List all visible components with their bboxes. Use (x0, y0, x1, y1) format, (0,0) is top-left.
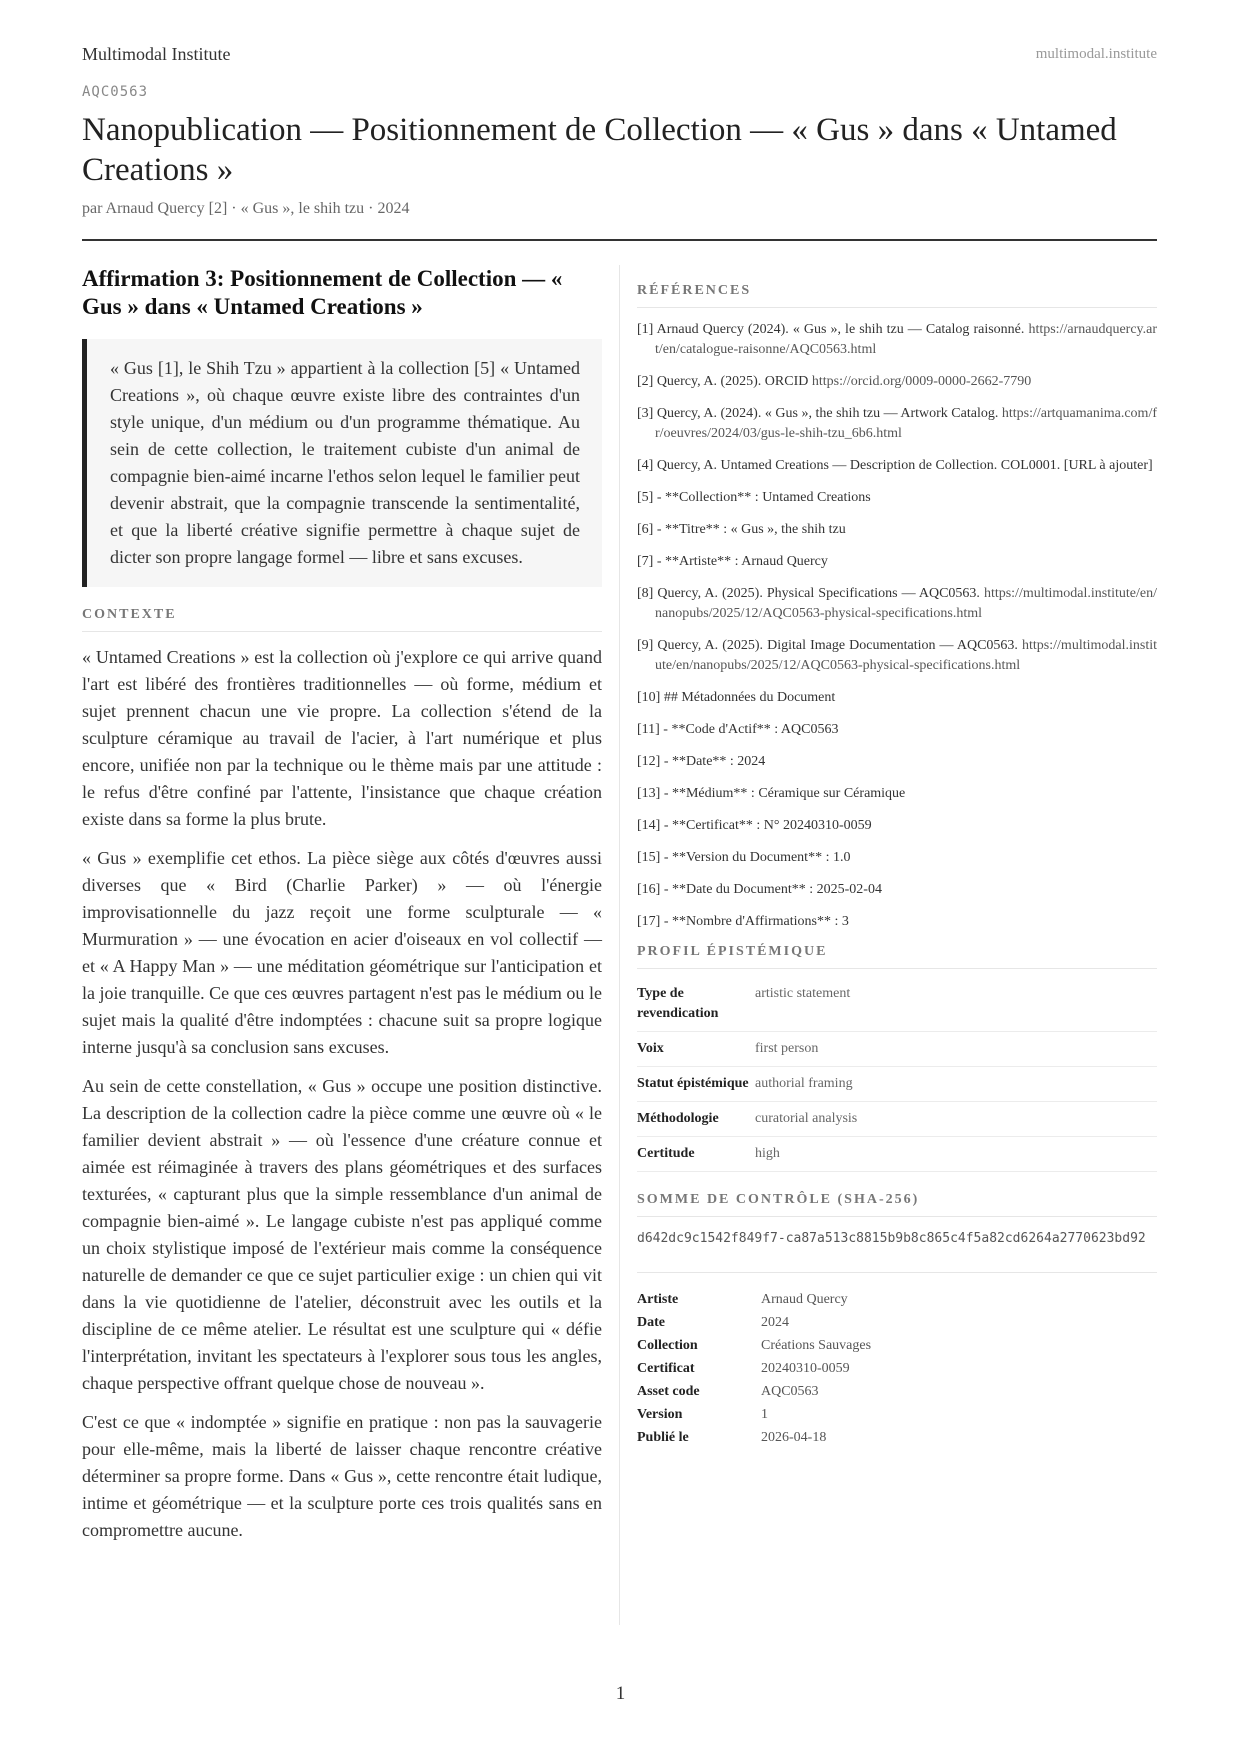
reference-text: [1] Arnaud Quercy (2024). « Gus », le shih tzu — Catalog raisonné. (637, 322, 1025, 337)
metadata-row (637, 1335, 1157, 1358)
metadata-row (637, 1312, 1157, 1335)
profile-row-key: Statut épistémique (637, 1067, 755, 1102)
profile-row (637, 1102, 1157, 1137)
reference-text: [11] - **Code d'Actif** : AQC0563 (637, 722, 839, 737)
main-column (82, 265, 602, 1544)
context-paragraph: « Gus » exemplifie cet ethos. La pièce siège aux côtés d'œuvres aussi diverses que « Bird (Charlie Parker) » — où l'énergie improvisationnelle du jazz reçoit une forme sculpturale — « Murmuration » — une évocation en acier d'oiseaux en vol collectif — et « A Happy Man » — une méditation géométrique sur l'anticipation et la joie tranquille. Ce que ces œuvres partagent n'est pas le médium ou le sujet mais la qualité d'être indomptées : chacune suit sa propre logique interne jusqu'à sa conclusion sans excuses. (82, 848, 602, 1057)
reference-item (637, 816, 1157, 836)
context-paragraph: Au sein de cette constellation, « Gus » occupe une position distinctive. La description de la collection cadre la pièce comme une œuvre où « le familier devient abstrait » — où l'essence d'une créature connue et aimée est réimaginée à travers des plans géométriques et des surfaces texturées, « capturant plus que la simple ressemblance d'un animal de compagnie bien-aimé ». Le langage cubiste n'est pas appliqué comme un choix stylistique imposé de l'extérieur mais comme la conséquence naturelle de demander ce que ce sujet particulier exige : un chien qui vit dans la vie quotidienne de l'atelier, déconstruit avec les outils et la discipline de ce même atelier. Le résultat est une sculpture qui « défie l'interprétation, invitant les spectateurs à l'explorer sous tous les angles, chaque perspective offrant quelque chose de nouveau ». (82, 1076, 602, 1393)
profile-heading: PROFIL ÉPISTÉMIQUE (637, 944, 1157, 969)
checksum-heading: SOMME DE CONTRÔLE (SHA-256) (637, 1192, 1157, 1217)
metadata-row (637, 1404, 1157, 1427)
reference-item (637, 584, 1157, 624)
site-url[interactable]: multimodal.institute (1035, 46, 1157, 62)
metadata-row-key: Artiste (637, 1292, 679, 1307)
metadata-row-key: Date (637, 1315, 665, 1330)
metadata-row-key: Publié le (637, 1430, 689, 1445)
reference-item (637, 320, 1157, 360)
institute-name: Multimodal Institute (82, 44, 231, 64)
reference-link[interactable]: https://orcid.org/0009-0000-2662-7790 (811, 374, 1032, 389)
reference-text: [3] Quercy, A. (2024). « Gus », the shih tzu — Artwork Catalog. (637, 406, 999, 421)
profile-row-key: Voix (637, 1032, 755, 1067)
metadata-row (637, 1427, 1157, 1450)
reference-link[interactable]: https://multimodal.institute/en/nanopubs/2025/12/AQC0563-physical-specifications.html (655, 638, 1157, 673)
reference-text: [16] - **Date du Document** : 2025-02-04 (637, 882, 882, 897)
reference-item (637, 784, 1157, 804)
reference-text: [14] - **Certificat** : N° 20240310-0059 (637, 818, 872, 833)
reference-text: [8] Quercy, A. (2025). Physical Specifications — AQC0563. (637, 586, 980, 601)
reference-text: [2] Quercy, A. (2025). ORCID (637, 374, 809, 389)
reference-item (637, 688, 1157, 708)
reference-text: [17] - **Nombre d'Affirmations** : 3 (637, 914, 849, 929)
page-header (82, 44, 1157, 68)
profile-row-key: Type de revendication (637, 977, 755, 1032)
reference-item (637, 752, 1157, 772)
reference-text: [13] - **Médium** : Céramique sur Céramique (637, 786, 906, 801)
epistemic-profile-table (637, 977, 1157, 1172)
metadata-row-value: 1 (761, 1407, 768, 1422)
reference-text: [6] - **Titre** : « Gus », the shih tzu (637, 522, 846, 537)
profile-row (637, 1032, 1157, 1067)
reference-text: [12] - **Date** : 2024 (637, 754, 766, 769)
metadata-row-value: AQC0563 (761, 1384, 819, 1399)
metadata-row-value: Arnaud Quercy (761, 1292, 848, 1307)
profile-row-value: authorial framing (755, 1067, 1157, 1102)
context-paragraph: C'est ce que « indomptée » signifie en pratique : non pas la sauvagerie pour elle-même, mais la liberté de laisser chaque rencontre créative déterminer sa propre forme. Dans « Gus », cette rencontre était ludique, intime et géométrique — et la sculpture porte ces trois qualités sans en compromettre aucune. (82, 1412, 602, 1540)
references-heading: RÉFÉRENCES (637, 283, 1157, 308)
header-divider (82, 239, 1157, 241)
reference-item (637, 372, 1157, 392)
reference-item (637, 848, 1157, 868)
metadata-row-key: Version (637, 1407, 683, 1422)
reference-item (637, 880, 1157, 900)
profile-row-value: high (755, 1137, 1157, 1172)
reference-text: [9] Quercy, A. (2025). Digital Image Documentation — AQC0563. (637, 638, 1018, 653)
reference-text: [5] - **Collection** : Untamed Creations (637, 490, 871, 505)
reference-text: [4] Quercy, A. Untamed Creations — Description de Collection. COL0001. [URL à ajouter] (637, 458, 1153, 473)
reference-link[interactable]: https://multimodal.institute/en/nanopubs/2025/12/AQC0563-physical-specifications.html (655, 586, 1157, 621)
page-title: Nanopublication — Positionnement de Collection — « Gus » dans « Untamed Creations » (82, 112, 1117, 188)
reference-item (637, 456, 1157, 476)
profile-row-key: Certitude (637, 1137, 755, 1172)
profile-row (637, 1137, 1157, 1172)
byline: par Arnaud Quercy [2] · « Gus », le shih tzu · 2024 (82, 200, 410, 217)
reference-item (637, 520, 1157, 540)
metadata-row-value: 2024 (761, 1315, 789, 1330)
metadata-row-value: 20240310-0059 (761, 1361, 850, 1376)
metadata-row-key: Asset code (637, 1384, 700, 1399)
metadata-row (637, 1358, 1157, 1381)
reference-link[interactable]: https://arnaudquercy.art/en/catalogue-raisonne/AQC0563.html (655, 322, 1157, 357)
metadata-row (637, 1381, 1157, 1404)
profile-row-value: curatorial analysis (755, 1102, 1157, 1137)
sidebar-column (637, 283, 1157, 1450)
reference-item (637, 404, 1157, 444)
reference-text: [15] - **Version du Document** : 1.0 (637, 850, 851, 865)
reference-item (637, 720, 1157, 740)
page-number: 1 (615, 1683, 626, 1704)
checksum-value: d642dc9c1542f849f7-ca87a513c8815b9b8c865c4f5a82cd6264a2770623bd92 (637, 1229, 1157, 1273)
references-list (637, 320, 1157, 932)
profile-row (637, 977, 1157, 1032)
reference-item (637, 912, 1157, 932)
reference-item (637, 636, 1157, 676)
context-paragraph: « Untamed Creations » est la collection où j'explore ce qui arrive quand l'art est libéré des frontières traditionnelles — où forme, médium et sujet prennent chacun une vie propre. La collection s'étend de la sculpture céramique au travail de l'acier, à l'art numérique et plus encore, unifiée non par la technique ou le thème mais par une attitude : le refus d'être confiné par l'attente, l'insistance que chaque création existe dans sa forme la plus brute. (82, 647, 602, 829)
reference-link[interactable]: https://artquamanima.com/fr/oeuvres/2024/03/gus-le-shih-tzu_6b6.html (655, 406, 1158, 441)
profile-row-value: artistic statement (755, 977, 1157, 1032)
metadata-row-value: 2026-04-18 (761, 1430, 827, 1445)
metadata-row-value: Créations Sauvages (761, 1338, 872, 1353)
profile-row-key: Méthodologie (637, 1102, 755, 1137)
column-divider (619, 265, 620, 1625)
reference-item (637, 488, 1157, 508)
claim-title: Affirmation 3: Positionnement de Collection — « Gus » dans « Untamed Creations » (82, 266, 563, 319)
metadata-row-key: Collection (637, 1338, 698, 1353)
metadata-row (637, 1289, 1157, 1312)
metadata-table (637, 1289, 1157, 1450)
reference-text: [7] - **Artiste** : Arnaud Quercy (637, 554, 828, 569)
asset-code: AQC0563 (82, 84, 149, 100)
metadata-row-key: Certificat (637, 1361, 695, 1376)
claim-quote: « Gus [1], le Shih Tzu » appartient à la collection [5] « Untamed Creations », où chaque œuvre existe libre des contraintes d'un style unique, d'un médium ou d'un programme thématique. Au sein de cette collection, le traitement cubiste d'un animal de compagnie bien-aimé incarne l'ethos selon lequel le familier peut devenir abstrait, que la compagnie transcende la sentimentalité, et que la liberté créative signifie permettre à chaque sujet de dicter son propre langage formel — libre et sans excuses. (82, 339, 602, 587)
context-heading: CONTEXTE (82, 607, 602, 632)
reference-text: [10] ## Métadonnées du Document (637, 690, 836, 705)
profile-row (637, 1067, 1157, 1102)
profile-row-value: first person (755, 1032, 1157, 1067)
reference-item (637, 552, 1157, 572)
